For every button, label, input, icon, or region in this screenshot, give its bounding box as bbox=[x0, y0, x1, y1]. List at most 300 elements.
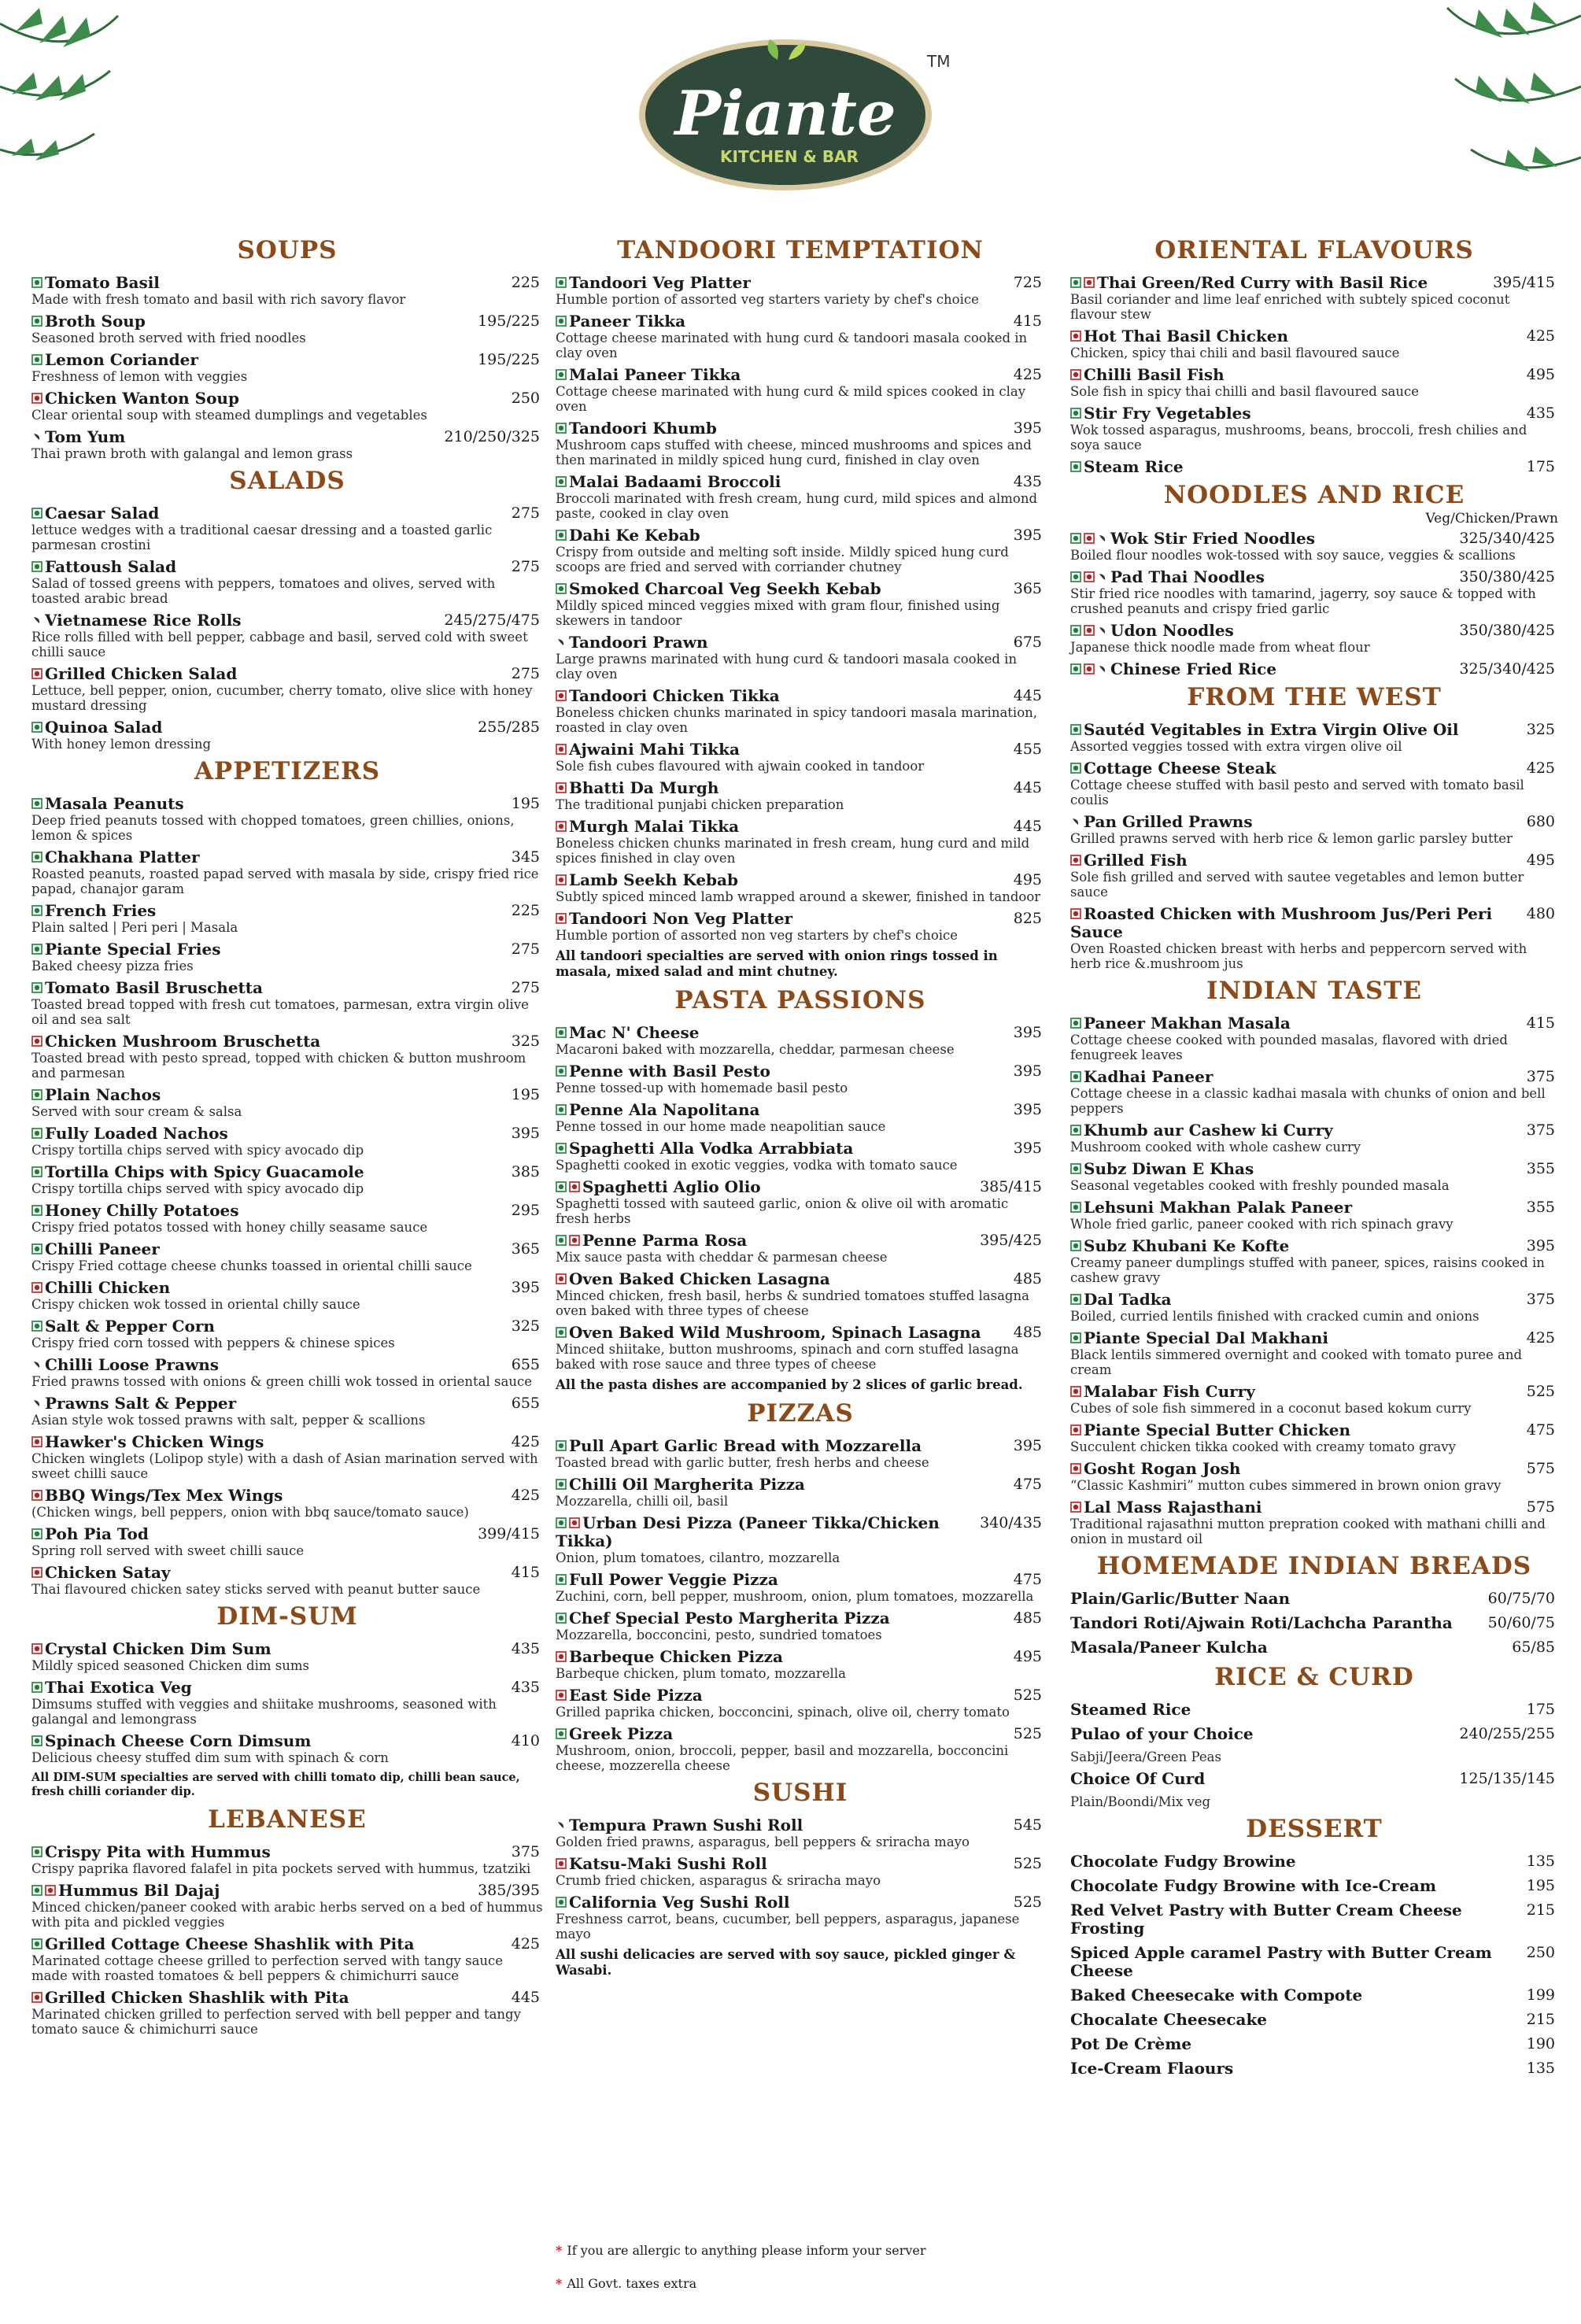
item-name-text: Spinach Cheese Corn Dimsum bbox=[45, 1731, 312, 1750]
item-price: 445 bbox=[511, 1989, 540, 2006]
item-price: 325 bbox=[1526, 721, 1555, 738]
section-noodles bbox=[1070, 481, 1558, 678]
veg-icon bbox=[1070, 1071, 1081, 1082]
item-name bbox=[556, 1270, 1009, 1288]
menu-item bbox=[1070, 813, 1558, 831]
section-title: SUSHI bbox=[752, 1779, 848, 1807]
item-name-text: Dal Tadka bbox=[1084, 1290, 1172, 1309]
spicy-icon bbox=[31, 615, 42, 626]
veg-icon bbox=[1070, 461, 1081, 472]
item-name-text: Oven Baked Wild Mushroom, Spinach Lasagna bbox=[569, 1323, 981, 1342]
item-description: Minced shiitake, button mushrooms, spinach and corn stuffed lasagna baked with rose sauce and three types of cheese bbox=[556, 1342, 1019, 1372]
menu-item bbox=[556, 1101, 1045, 1119]
item-name bbox=[31, 351, 473, 369]
item-description: Traditional rajasathni mutton prepration cooked with mathani chilli and onion in mustard oil bbox=[1070, 1517, 1546, 1546]
menu-item bbox=[1070, 530, 1558, 548]
item-name bbox=[1070, 1160, 1522, 1178]
veg-icon bbox=[1070, 571, 1081, 582]
veg-icon bbox=[556, 1613, 567, 1624]
menu-item bbox=[1070, 1614, 1558, 1632]
menu-item bbox=[31, 558, 543, 576]
veg-icon bbox=[31, 277, 42, 288]
item-price: 375 bbox=[1526, 1068, 1555, 1085]
section-subtitle: Veg/Chicken/Prawn bbox=[1425, 511, 1558, 527]
item-name-text: Roasted Chicken with Mushroom Jus/Peri Peri Sauce bbox=[1070, 904, 1493, 941]
veg-icon bbox=[1070, 1125, 1081, 1136]
menu-item bbox=[31, 1356, 543, 1374]
item-name bbox=[31, 1395, 507, 1413]
nonveg-icon bbox=[31, 668, 42, 679]
item-name bbox=[1070, 1460, 1522, 1478]
nonveg-icon bbox=[556, 690, 567, 701]
veg-icon bbox=[31, 852, 42, 863]
veg-icon bbox=[1070, 763, 1081, 774]
item-description: Spaghetti cooked in exotic veggies, vodka with tomato sauce bbox=[556, 1158, 958, 1173]
menu-item bbox=[1070, 1160, 1558, 1178]
item-name bbox=[556, 1178, 975, 1196]
item-name-text: Tortilla Chips with Spicy Guacamole bbox=[45, 1162, 364, 1181]
item-name bbox=[556, 779, 1009, 797]
menu-item bbox=[1070, 1498, 1558, 1517]
item-description: Grilled paprika chicken, bocconcini, spinach, olive oil, cherry tomato bbox=[556, 1705, 1010, 1720]
item-name bbox=[1070, 1701, 1522, 1719]
menu-item bbox=[556, 1609, 1045, 1628]
item-description: Served with sour cream & salsa bbox=[31, 1104, 242, 1119]
item-name-text: Penne with Basil Pesto bbox=[569, 1062, 770, 1081]
item-name-text: Pad Thai Noodles bbox=[1110, 567, 1265, 586]
item-name bbox=[31, 1356, 507, 1374]
item-name bbox=[31, 1163, 507, 1181]
item-price: 385/395 bbox=[478, 1882, 540, 1899]
item-name-text: Dahi Ke Kebab bbox=[569, 526, 700, 545]
item-name-text: Stir Fry Vegetables bbox=[1084, 404, 1251, 423]
item-price: 250 bbox=[511, 390, 540, 407]
item-name bbox=[31, 848, 507, 866]
menu-item bbox=[556, 871, 1045, 889]
tax-footnote bbox=[556, 2276, 696, 2291]
menu-item bbox=[31, 274, 543, 292]
item-description: Crispy Fried cottage cheese chunks toassed in oriental chilli sauce bbox=[31, 1258, 472, 1273]
item-name-text: Full Power Veggie Pizza bbox=[569, 1570, 778, 1589]
item-price: 325 bbox=[511, 1033, 540, 1050]
menu-item bbox=[31, 1843, 543, 1861]
menu-item bbox=[31, 1240, 543, 1258]
item-price: 215 bbox=[1526, 2011, 1555, 2028]
item-description: Rice rolls filled with bell pepper, cabbage and basil, served cold with sweet chilli sauce bbox=[31, 630, 528, 660]
veg-icon bbox=[1070, 408, 1081, 419]
item-price: 325/340/425 bbox=[1459, 660, 1555, 678]
item-name-text: Spaghetti Alla Vodka Arrabbiata bbox=[569, 1139, 854, 1158]
veg-icon bbox=[31, 1885, 42, 1896]
nonveg-icon bbox=[569, 1181, 580, 1192]
menu-item bbox=[556, 366, 1045, 384]
item-price: 325 bbox=[511, 1317, 540, 1335]
item-price: 525 bbox=[1013, 1687, 1042, 1704]
item-price: 485 bbox=[1013, 1609, 1042, 1627]
veg-icon bbox=[31, 1735, 42, 1746]
item-price: 575 bbox=[1526, 1460, 1555, 1477]
item-price: 425 bbox=[511, 1487, 540, 1504]
spicy-icon bbox=[1097, 571, 1108, 582]
item-name-text: Tandoori Prawn bbox=[569, 633, 708, 652]
nonveg-icon bbox=[1070, 369, 1081, 380]
item-description: Boiled flour noodles wok-tossed with soy sauce, veggies & scallions bbox=[1070, 548, 1516, 563]
menu-column-3 bbox=[1070, 233, 1558, 2084]
item-name-text: Fattoush Salad bbox=[45, 557, 177, 576]
item-name bbox=[556, 741, 1009, 759]
item-name bbox=[1070, 721, 1522, 739]
item-name bbox=[31, 1564, 507, 1582]
menu-item bbox=[31, 1525, 543, 1543]
section-title: PASTA PASSIONS bbox=[674, 986, 926, 1014]
item-price: 395 bbox=[1013, 1062, 1042, 1080]
item-name-text: Urban Desi Pizza (Paneer Tikka/Chicken Tikka) bbox=[556, 1513, 940, 1550]
veg-icon bbox=[31, 1321, 42, 1332]
item-name-text: Wok Stir Fried Noodles bbox=[1110, 529, 1315, 548]
item-name bbox=[31, 558, 507, 576]
item-name-text: Quinoa Salad bbox=[45, 718, 163, 737]
item-name-text: Chicken Wanton Soup bbox=[45, 389, 239, 408]
item-name-text: Hawker's Chicken Wings bbox=[45, 1432, 264, 1451]
item-price: 525 bbox=[1013, 1725, 1042, 1742]
item-name-text: California Veg Sushi Roll bbox=[569, 1893, 790, 1912]
item-name bbox=[31, 390, 507, 408]
item-price: 195 bbox=[1526, 1877, 1555, 1894]
veg-icon bbox=[556, 1027, 567, 1038]
item-name-text: Pulao of your Choice bbox=[1070, 1724, 1254, 1743]
item-price: 125/135/145 bbox=[1459, 1770, 1555, 1787]
menu-item bbox=[1070, 327, 1558, 345]
item-name bbox=[556, 1232, 975, 1250]
item-name-text: Tempura Prawn Sushi Roll bbox=[569, 1816, 803, 1834]
item-name-text: Khumb aur Cashew ki Curry bbox=[1084, 1121, 1333, 1140]
item-name bbox=[31, 428, 439, 446]
item-description: Marinated cottage cheese grilled to perfection served with tangy sauce made with roasted tomatoes & bell peppers & chimichurri sauce bbox=[31, 1953, 504, 1983]
item-description: Mushroom, onion, broccoli, pepper, basil and mozzarella, bocconcini cheese, mozzerella cheese bbox=[556, 1743, 1009, 1773]
item-name-text: Prawns Salt & Pepper bbox=[45, 1394, 237, 1413]
nonveg-icon bbox=[556, 744, 567, 755]
item-name-text: Piante Special Fries bbox=[45, 940, 221, 959]
nonveg-icon bbox=[1084, 533, 1095, 544]
item-price: 350/380/425 bbox=[1459, 568, 1555, 586]
item-name-text: Oven Baked Chicken Lasagna bbox=[569, 1269, 830, 1288]
item-price: 445 bbox=[1013, 687, 1042, 704]
veg-icon bbox=[31, 1846, 42, 1857]
item-name-text: Grilled Chicken Shashlik with Pita bbox=[45, 1988, 349, 2007]
item-name-text: Poh Pia Tod bbox=[45, 1524, 149, 1543]
item-description: Sole fish cubes flavoured with ajwain cooked in tandoor bbox=[556, 759, 925, 774]
item-name-text: East Side Pizza bbox=[569, 1686, 703, 1705]
item-name-text: Hot Thai Basil Chicken bbox=[1084, 327, 1289, 345]
item-price: 725 bbox=[1013, 274, 1042, 291]
veg-icon bbox=[556, 1104, 567, 1115]
item-name bbox=[1070, 1383, 1522, 1401]
item-description: Chicken winglets (Lolipop style) with a dash of Asian marination served with sweet chilli sauce bbox=[31, 1451, 538, 1481]
menu-item bbox=[556, 779, 1045, 797]
item-description: Toasted bread topped with fresh cut tomatoes, parmesan, extra virgin olive oil and sea salt bbox=[31, 997, 529, 1027]
pasta-note: All the pasta dishes are accompanied by 2 slices of garlic bread. bbox=[556, 1377, 1023, 1392]
item-price: 475 bbox=[1013, 1476, 1042, 1493]
menu-item bbox=[31, 719, 543, 737]
item-description: Thai prawn broth with galangal and lemon grass bbox=[31, 446, 353, 461]
section-indian bbox=[1070, 977, 1558, 1546]
item-name-text: Sautéd Vegitables in Extra Virgin Olive Oil bbox=[1084, 720, 1459, 739]
item-price: 435 bbox=[1526, 405, 1555, 422]
item-description: lettuce wedges with a traditional caesar dressing and a toasted garlic parmesan crostini bbox=[31, 523, 493, 552]
menu-item bbox=[31, 1433, 543, 1451]
item-name bbox=[31, 1279, 507, 1297]
menu-item bbox=[31, 1679, 543, 1697]
item-price: 445 bbox=[1013, 779, 1042, 796]
veg-icon bbox=[556, 316, 567, 327]
menu-item bbox=[556, 1270, 1045, 1288]
item-name bbox=[556, 1648, 1009, 1666]
veg-icon bbox=[556, 1479, 567, 1490]
item-price: 275 bbox=[511, 558, 540, 575]
veg-icon bbox=[31, 798, 42, 809]
item-name bbox=[556, 1855, 1009, 1873]
item-description: Mushroom caps stuffed with cheese, minced mushrooms and spices and then marinated in mildly spiced hung curd, finished in clay oven bbox=[556, 438, 1032, 467]
section-lebanese bbox=[31, 1805, 543, 2037]
item-name-text: Udon Noodles bbox=[1110, 621, 1234, 640]
item-name-text: Pan Grilled Prawns bbox=[1084, 812, 1253, 831]
item-name bbox=[31, 1487, 507, 1505]
section-title: SOUPS bbox=[237, 236, 338, 264]
menu-item bbox=[31, 1317, 543, 1336]
item-name bbox=[1070, 1199, 1522, 1217]
item-name-text: Greek Pizza bbox=[569, 1724, 674, 1743]
item-price: 175 bbox=[1526, 1701, 1555, 1718]
item-description: Onion, plum tomatoes, cilantro, mozzarella bbox=[556, 1550, 840, 1565]
veg-icon bbox=[31, 722, 42, 733]
item-name bbox=[1070, 274, 1488, 292]
item-description: Cottage cheese in a classic kadhai masala with chunks of onion and bell peppers bbox=[1070, 1086, 1546, 1116]
item-price: 275 bbox=[511, 940, 540, 958]
item-name bbox=[1070, 327, 1522, 345]
item-description: Black lentils simmered overnight and cooked with tomato puree and cream bbox=[1070, 1347, 1523, 1377]
item-description: Seasonal vegetables cooked with freshly pounded masala bbox=[1070, 1178, 1450, 1193]
item-name bbox=[31, 1882, 473, 1900]
item-description: Crispy from outside and melting soft inside. Mildly spiced hung curd scoops are fried and served with corriander chutney bbox=[556, 545, 1009, 575]
item-name-text: Paneer Makhan Masala bbox=[1084, 1014, 1291, 1033]
item-description: Stir fried rice noodles with tamarind, jagerry, soy sauce & topped with crushed peanuts and crispy fried garlic bbox=[1070, 586, 1536, 616]
item-description: Roasted peanuts, roasted papad served with masala by side, crispy fried rice papad, chanajor garam bbox=[31, 866, 539, 896]
item-description: Minced chicken, fresh basil, herbs & sundried tomatoes stuffed lasagna oven baked with three types of cheese bbox=[556, 1288, 1029, 1318]
menu-item bbox=[556, 1894, 1045, 1912]
item-name-text: Chicken Satay bbox=[45, 1563, 171, 1582]
item-price: 399/415 bbox=[478, 1525, 540, 1543]
item-description: Salad of tossed greens with peppers, tomatoes and olives, served with toasted arabic bread bbox=[31, 576, 496, 606]
veg-icon bbox=[31, 905, 42, 916]
nonveg-icon bbox=[569, 1235, 580, 1246]
item-description: Baked cheesy pizza fries bbox=[31, 959, 194, 974]
item-name-text: BBQ Wings/Tex Mex Wings bbox=[45, 1486, 283, 1505]
menu-item bbox=[31, 428, 543, 446]
item-name-text: Chef Special Pesto Margherita Pizza bbox=[569, 1609, 890, 1628]
palm-leaf-left-decoration bbox=[0, 0, 134, 212]
item-name bbox=[31, 1989, 507, 2007]
item-name bbox=[1070, 1944, 1522, 1980]
item-price: 655 bbox=[511, 1395, 540, 1412]
item-description: Clear oriental soup with steamed dumplings and vegetables bbox=[31, 408, 427, 423]
nonveg-icon bbox=[1070, 1386, 1081, 1397]
item-price: 355 bbox=[1526, 1160, 1555, 1177]
menu-item bbox=[1070, 1237, 1558, 1255]
item-price: 395 bbox=[511, 1125, 540, 1142]
veg-icon bbox=[1070, 663, 1081, 674]
menu-item bbox=[1070, 366, 1558, 384]
item-name bbox=[556, 871, 1009, 889]
nonveg-icon bbox=[556, 821, 567, 832]
item-name bbox=[556, 1140, 1009, 1158]
item-price: 275 bbox=[511, 979, 540, 996]
nonveg-icon bbox=[556, 874, 567, 885]
item-description: Humble portion of assorted non veg starters by chef's choice bbox=[556, 928, 959, 943]
item-price: 475 bbox=[1526, 1421, 1555, 1439]
item-name-text: Barbeque Chicken Pizza bbox=[569, 1647, 783, 1666]
item-price: 435 bbox=[511, 1640, 540, 1657]
item-description: Succulent chicken tikka cooked with creamy tomato gravy bbox=[1070, 1439, 1456, 1454]
item-description: Chicken, spicy thai chili and basil flavoured sauce bbox=[1070, 345, 1400, 360]
section-title: INDIAN TASTE bbox=[1206, 977, 1422, 1005]
veg-icon bbox=[1070, 277, 1081, 288]
item-description: Freshness of lemon with veggies bbox=[31, 369, 248, 384]
item-name bbox=[31, 1433, 507, 1451]
asterisk: * bbox=[556, 2276, 563, 2291]
menu-item bbox=[31, 979, 543, 997]
menu-item bbox=[1070, 905, 1558, 941]
item-name bbox=[1070, 2060, 1522, 2078]
item-name-text: Fully Loaded Nachos bbox=[45, 1124, 228, 1143]
veg-icon bbox=[1070, 1202, 1081, 1213]
item-name-text: Tandoori Khumb bbox=[569, 419, 717, 438]
item-price: 425 bbox=[511, 1935, 540, 1953]
item-name bbox=[556, 312, 1009, 331]
item-description: Mildly spiced minced veggies mixed with gram flour, finished using skewers in tandoor bbox=[556, 598, 1000, 628]
nonveg-icon bbox=[556, 913, 567, 924]
menu-item bbox=[556, 741, 1045, 759]
item-price: 395/415 bbox=[1493, 274, 1555, 291]
item-name bbox=[556, 910, 1009, 928]
item-price: 425 bbox=[1526, 1329, 1555, 1347]
spicy-icon bbox=[556, 637, 567, 648]
item-name bbox=[1070, 1421, 1522, 1439]
section-title: DESSERT bbox=[1246, 1815, 1383, 1843]
item-name bbox=[31, 665, 507, 683]
menu-item bbox=[1070, 1901, 1558, 1938]
menu-item bbox=[556, 910, 1045, 928]
item-name-text: Mac N' Cheese bbox=[569, 1023, 700, 1042]
item-price: 355 bbox=[1526, 1199, 1555, 1216]
menu-item bbox=[31, 1163, 543, 1181]
item-name bbox=[556, 818, 1009, 836]
menu-item bbox=[1070, 1725, 1558, 1743]
veg-icon bbox=[1070, 1294, 1081, 1305]
spicy-icon bbox=[1070, 816, 1081, 827]
menu-item bbox=[556, 1324, 1045, 1342]
item-name-text: Spaghetti Aglio Olio bbox=[582, 1177, 761, 1196]
item-description: Dimsums stuffed with veggies and shiitake mushrooms, seasoned with galangal and lemongrass bbox=[31, 1697, 497, 1727]
allergy-text: If you are allergic to anything please inform your server bbox=[567, 2243, 926, 2258]
menu-item bbox=[31, 1487, 543, 1505]
item-description: Boiled, curried lentils finished with cracked cumin and onions bbox=[1070, 1309, 1479, 1324]
item-name bbox=[1070, 1498, 1522, 1517]
nonveg-icon bbox=[556, 1273, 567, 1284]
item-description: The traditional punjabi chicken preparation bbox=[556, 797, 844, 812]
item-price: 385 bbox=[511, 1163, 540, 1180]
section-title: ORIENTAL FLAVOURS bbox=[1154, 236, 1474, 264]
veg-icon bbox=[31, 354, 42, 365]
item-description: Basil coriander and lime leaf enriched with subtely spiced coconut flavour stew bbox=[1070, 292, 1510, 322]
item-description: Sabji/Jeera/Green Peas bbox=[1070, 1749, 1221, 1764]
item-name bbox=[31, 1240, 507, 1258]
menu-item bbox=[556, 1855, 1045, 1873]
menu-item bbox=[556, 1816, 1045, 1834]
menu-item bbox=[1070, 1383, 1558, 1401]
menu-item bbox=[1070, 2060, 1558, 2078]
nonveg-icon bbox=[1070, 1502, 1081, 1513]
item-price: 395 bbox=[1526, 1237, 1555, 1254]
item-name-text: Murgh Malai Tikka bbox=[569, 817, 740, 836]
nonveg-icon bbox=[31, 393, 42, 404]
item-price: 210/250/325 bbox=[444, 428, 540, 445]
menu-item bbox=[1070, 1291, 1558, 1309]
item-description: Asian style wok tossed prawns with salt, pepper & scallions bbox=[31, 1413, 426, 1428]
menu-item bbox=[31, 1564, 543, 1582]
item-price: 275 bbox=[511, 665, 540, 682]
menu-item bbox=[31, 1033, 543, 1051]
item-name bbox=[1070, 1014, 1522, 1033]
item-description: Broccoli marinated with fresh cream, hung curd, mild spices and almond paste, cooked in clay oven bbox=[556, 491, 1038, 521]
item-price: 445 bbox=[1013, 818, 1042, 835]
veg-icon bbox=[556, 1066, 567, 1077]
item-name-text: Subz Diwan E Khas bbox=[1084, 1159, 1254, 1178]
menu-item bbox=[31, 1989, 543, 2007]
menu-item bbox=[31, 940, 543, 959]
menu-item bbox=[556, 419, 1045, 438]
item-name bbox=[31, 1640, 507, 1658]
item-name-text: Tandori Roti/Ajwain Roti/Lachcha Parantha bbox=[1070, 1613, 1453, 1632]
item-name-text: Subz Khubani Ke Kofte bbox=[1084, 1236, 1290, 1255]
item-price: 240/255/255 bbox=[1459, 1725, 1555, 1742]
veg-icon bbox=[556, 1440, 567, 1451]
menu-item bbox=[31, 1732, 543, 1750]
item-description: Toasted bread with pesto spread, topped with chicken & button mushroom and parmesan bbox=[31, 1051, 526, 1081]
item-name bbox=[31, 1843, 507, 1861]
item-description: Large prawns marinated with hung curd & tandoori masala cooked in clay oven bbox=[556, 652, 1018, 682]
item-description: Seasoned broth served with fried noodles bbox=[31, 331, 306, 345]
menu-item bbox=[556, 1725, 1045, 1743]
item-name-text: Tandoori Chicken Tikka bbox=[569, 686, 780, 705]
item-name-text: Chakhana Platter bbox=[45, 848, 200, 866]
item-name bbox=[556, 634, 1009, 652]
menu-item bbox=[556, 274, 1045, 292]
item-name-text: Crystal Chicken Dim Sum bbox=[45, 1639, 272, 1658]
item-name bbox=[556, 580, 1009, 598]
menu-item bbox=[1070, 1121, 1558, 1140]
menu-item bbox=[31, 1279, 543, 1297]
item-description: Crispy chicken wok tossed in oriental chilly sauce bbox=[31, 1297, 360, 1312]
menu-item bbox=[556, 1024, 1045, 1042]
menu-item bbox=[1070, 2035, 1558, 2053]
section-pizzas bbox=[556, 1399, 1045, 1773]
item-price: 350/380/425 bbox=[1459, 622, 1555, 639]
menu-item bbox=[31, 902, 543, 920]
item-price: 410 bbox=[511, 1732, 540, 1749]
item-name-text: Lamb Seekh Kebab bbox=[569, 870, 738, 889]
item-price: 295 bbox=[511, 1202, 540, 1219]
item-description: Spaghetti tossed with sauteed garlic, onion & olive oil with aromatic fresh herbs bbox=[556, 1196, 1009, 1226]
